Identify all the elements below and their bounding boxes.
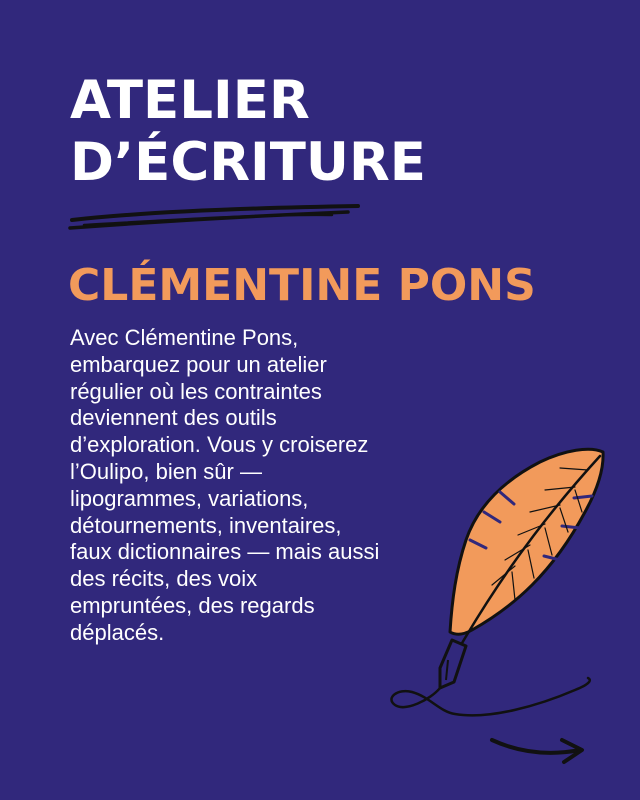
author-name: CLÉMENTINE PONS: [68, 260, 536, 311]
description-line: lipogrammes, variations,: [70, 485, 309, 511]
description-line: Avec Clémentine Pons,: [70, 325, 299, 350]
description-line: l’Oulipo, bien sûr —: [70, 458, 262, 484]
title-line-1: ATELIER: [70, 70, 310, 131]
arrow-right-icon: [488, 728, 588, 770]
description-line: faux dictionnaires — mais aussi: [70, 539, 380, 565]
description-line: des récits, des voix: [70, 566, 258, 592]
description-line: régulier où les contraintes: [70, 378, 322, 404]
underline-scribble: [62, 198, 372, 238]
description-line: deviennent des outils: [70, 405, 277, 431]
page-title: [70, 70, 426, 194]
description-line: détournements, inventaires,: [70, 512, 342, 538]
description-line: empruntées, des regards: [70, 592, 315, 618]
description-line: d’exploration. Vous y croiserez: [70, 432, 369, 458]
description-line: déplacés.: [70, 619, 165, 645]
title-line-2: D’ÉCRITURE: [70, 132, 426, 193]
description-line: embarquez pour un atelier: [70, 351, 327, 377]
